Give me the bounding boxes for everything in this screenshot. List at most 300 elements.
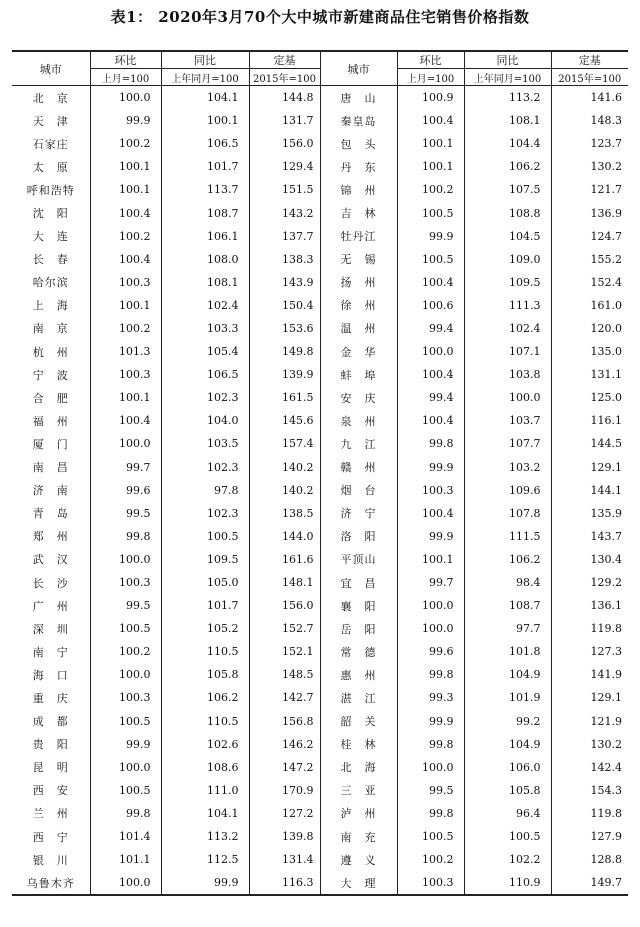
table-row (12, 155, 628, 178)
left-base-value: 144.8 (249, 86, 320, 110)
table-row (12, 317, 628, 340)
left-base-value: 140.2 (249, 479, 320, 502)
left-yoy-value: 109.5 (161, 548, 249, 571)
left-mom-value: 100.0 (90, 871, 161, 895)
left-yoy-value: 102.3 (161, 456, 249, 479)
left-base-value: 145.6 (249, 409, 320, 432)
table-title: 表1： 2020年3月70个大中城市新建商品住宅销售价格指数 (110, 8, 530, 26)
right-base-value: 121.7 (551, 178, 628, 201)
table-row (12, 109, 628, 132)
right-yoy-value: 102.4 (464, 317, 551, 340)
right-mom-value: 100.3 (397, 871, 464, 895)
left-base-value: 143.2 (249, 201, 320, 224)
table-row (12, 617, 628, 640)
header-yoy-left: 同比 (161, 51, 249, 69)
right-yoy-value: 98.4 (464, 571, 551, 594)
left-mom-value: 99.9 (90, 733, 161, 756)
right-mom-value: 99.8 (397, 733, 464, 756)
left-city-name: 哈尔滨 (32, 276, 69, 290)
left-base-value: 142.7 (249, 686, 320, 709)
left-city-name: 厦 门 (32, 437, 69, 451)
right-base-value: 155.2 (551, 248, 628, 271)
right-mom-value: 100.2 (397, 848, 464, 871)
left-mom-value: 101.1 (90, 848, 161, 871)
left-mom-value: 99.5 (90, 502, 161, 525)
left-base-value: 137.7 (249, 225, 320, 248)
right-base-value: 130.2 (551, 733, 628, 756)
right-yoy-value: 100.0 (464, 386, 551, 409)
table-row (12, 409, 628, 432)
left-base-value: 144.0 (249, 525, 320, 548)
left-mom-value: 99.8 (90, 802, 161, 825)
left-yoy-value: 104.1 (161, 802, 249, 825)
right-city-name: 三 亚 (320, 779, 397, 802)
right-city-name: 包 头 (320, 132, 397, 155)
left-yoy-value: 105.0 (161, 571, 249, 594)
left-base-value: 170.9 (249, 779, 320, 802)
right-yoy-value: 107.7 (464, 432, 551, 455)
left-city-name: 石家庄 (32, 137, 69, 151)
left-base-value: 149.8 (249, 340, 320, 363)
left-city-name: 西 安 (32, 784, 69, 798)
right-mom-value: 100.0 (397, 756, 464, 779)
right-mom-value: 99.4 (397, 386, 464, 409)
right-city-name: 常 德 (320, 640, 397, 663)
left-yoy-value: 100.5 (161, 525, 249, 548)
right-city-name: 洛 阳 (320, 525, 397, 548)
left-mom-value: 100.1 (90, 294, 161, 317)
right-mom-value: 100.0 (397, 340, 464, 363)
right-base-value: 149.7 (551, 871, 628, 895)
right-mom-value: 100.1 (397, 132, 464, 155)
left-mom-value: 99.6 (90, 479, 161, 502)
left-mom-value: 100.3 (90, 271, 161, 294)
table-row (12, 710, 628, 733)
left-yoy-value: 105.2 (161, 617, 249, 640)
right-city-name: 大 理 (320, 871, 397, 895)
right-mom-value: 100.4 (397, 409, 464, 432)
header-base-left: 定基 (249, 51, 320, 69)
right-city-name: 宜 昌 (320, 571, 397, 594)
table-row (12, 756, 628, 779)
right-city-name: 蚌 埠 (320, 363, 397, 386)
right-yoy-value: 101.8 (464, 640, 551, 663)
right-city-name: 无 锡 (320, 248, 397, 271)
header-mom-right: 环比 (397, 51, 464, 69)
right-city-name: 惠 州 (320, 663, 397, 686)
left-base-value: 140.2 (249, 456, 320, 479)
right-base-value: 127.9 (551, 825, 628, 848)
right-base-value: 120.0 (551, 317, 628, 340)
right-mom-value: 99.9 (397, 456, 464, 479)
left-city-name: 成 都 (32, 715, 69, 729)
right-base-value: 121.9 (551, 710, 628, 733)
table-row (12, 848, 628, 871)
left-mom-value: 99.8 (90, 525, 161, 548)
left-city-name: 兰 州 (32, 807, 69, 821)
left-mom-value: 101.4 (90, 825, 161, 848)
right-base-value: 136.1 (551, 594, 628, 617)
left-yoy-value: 100.1 (161, 109, 249, 132)
right-mom-value: 99.9 (397, 525, 464, 548)
right-mom-value: 100.5 (397, 825, 464, 848)
right-yoy-value: 107.8 (464, 502, 551, 525)
left-mom-value: 100.0 (90, 756, 161, 779)
table-row (12, 340, 628, 363)
right-base-value: 154.3 (551, 779, 628, 802)
left-yoy-value: 106.1 (161, 225, 249, 248)
left-yoy-value: 101.7 (161, 594, 249, 617)
left-mom-value: 100.0 (90, 663, 161, 686)
left-yoy-value: 110.5 (161, 710, 249, 733)
right-yoy-value: 113.2 (464, 86, 551, 110)
left-city-name: 济 南 (32, 484, 69, 498)
left-base-value: 139.9 (249, 363, 320, 386)
left-mom-value: 100.5 (90, 710, 161, 733)
right-base-value: 123.7 (551, 132, 628, 155)
right-mom-value: 99.8 (397, 802, 464, 825)
right-mom-value: 100.9 (397, 86, 464, 110)
left-base-value: 157.4 (249, 432, 320, 455)
right-mom-value: 99.8 (397, 432, 464, 455)
left-city-name: 南 昌 (32, 461, 69, 475)
left-yoy-value: 108.0 (161, 248, 249, 271)
table-row (12, 479, 628, 502)
left-city-name: 西 宁 (32, 830, 69, 844)
left-base-value: 131.7 (249, 109, 320, 132)
right-yoy-value: 109.0 (464, 248, 551, 271)
left-yoy-value: 110.5 (161, 640, 249, 663)
right-yoy-value: 103.2 (464, 456, 551, 479)
table-row (12, 733, 628, 756)
left-mom-value: 99.7 (90, 456, 161, 479)
left-mom-value: 100.1 (90, 155, 161, 178)
right-base-value: 127.3 (551, 640, 628, 663)
left-yoy-value: 108.1 (161, 271, 249, 294)
table-row (12, 225, 628, 248)
right-base-value: 135.9 (551, 502, 628, 525)
right-mom-value: 100.5 (397, 201, 464, 224)
left-yoy-value: 111.0 (161, 779, 249, 802)
right-yoy-value: 109.5 (464, 271, 551, 294)
left-yoy-value: 103.3 (161, 317, 249, 340)
left-city-name: 上 海 (32, 299, 69, 313)
left-base-value: 131.4 (249, 848, 320, 871)
left-base-value: 156.0 (249, 132, 320, 155)
right-base-value: 142.4 (551, 756, 628, 779)
left-city-name: 广 州 (32, 599, 69, 613)
right-mom-value: 99.9 (397, 710, 464, 733)
table-row (12, 825, 628, 848)
right-yoy-value: 107.1 (464, 340, 551, 363)
right-city-name: 九 江 (320, 432, 397, 455)
table-row (12, 640, 628, 663)
left-yoy-value: 102.3 (161, 386, 249, 409)
right-yoy-value: 104.9 (464, 663, 551, 686)
right-city-name: 丹 东 (320, 155, 397, 178)
table-row (12, 132, 628, 155)
left-base-value: 153.6 (249, 317, 320, 340)
right-mom-value: 100.4 (397, 271, 464, 294)
right-yoy-value: 102.2 (464, 848, 551, 871)
right-base-value: 136.9 (551, 201, 628, 224)
right-yoy-value: 105.8 (464, 779, 551, 802)
left-mom-value: 100.0 (90, 432, 161, 455)
left-city-name: 北 京 (32, 91, 69, 105)
header-base-sub-right: 2015年=100 (551, 69, 628, 86)
left-yoy-value: 106.5 (161, 363, 249, 386)
right-mom-value: 100.4 (397, 109, 464, 132)
left-city-name: 沈 阳 (32, 207, 69, 221)
right-base-value: 129.1 (551, 456, 628, 479)
left-yoy-value: 113.2 (161, 825, 249, 848)
right-base-value: 135.0 (551, 340, 628, 363)
right-yoy-value: 110.9 (464, 871, 551, 895)
left-base-value: 152.7 (249, 617, 320, 640)
right-mom-value: 99.8 (397, 663, 464, 686)
table-row (12, 271, 628, 294)
header-mom-sub-right: 上月=100 (397, 69, 464, 86)
table-row (12, 594, 628, 617)
header-base-right: 定基 (551, 51, 628, 69)
left-city-name: 银 川 (32, 853, 69, 867)
right-mom-value: 100.4 (397, 502, 464, 525)
right-city-name: 秦皇岛 (320, 109, 397, 132)
right-city-name: 湛 江 (320, 686, 397, 709)
right-mom-value: 99.6 (397, 640, 464, 663)
table-row (12, 548, 628, 571)
left-base-value: 138.5 (249, 502, 320, 525)
left-base-value: 138.3 (249, 248, 320, 271)
left-city-name: 昆 明 (32, 761, 69, 775)
header-base-sub-left: 2015年=100 (249, 69, 320, 86)
right-city-name: 烟 台 (320, 479, 397, 502)
left-mom-value: 100.5 (90, 779, 161, 802)
left-city-name: 大 连 (32, 230, 69, 244)
right-yoy-value: 111.5 (464, 525, 551, 548)
right-city-name: 济 宁 (320, 502, 397, 525)
right-mom-value: 99.7 (397, 571, 464, 594)
left-yoy-value: 105.4 (161, 340, 249, 363)
left-yoy-value: 105.8 (161, 663, 249, 686)
left-city-name: 宁 波 (32, 368, 69, 382)
right-base-value: 130.2 (551, 155, 628, 178)
right-yoy-value: 108.8 (464, 201, 551, 224)
right-yoy-value: 104.9 (464, 733, 551, 756)
left-city-name: 太 原 (32, 160, 69, 174)
right-base-value: 148.3 (551, 109, 628, 132)
left-base-value: 156.0 (249, 594, 320, 617)
table-row (12, 686, 628, 709)
left-yoy-value: 97.8 (161, 479, 249, 502)
header-yoy-sub-left: 上年同月=100 (161, 69, 249, 86)
header-mom-sub-left: 上月=100 (90, 69, 161, 86)
left-yoy-value: 104.0 (161, 409, 249, 432)
left-yoy-value: 102.6 (161, 733, 249, 756)
right-base-value: 129.2 (551, 571, 628, 594)
right-yoy-value: 103.8 (464, 363, 551, 386)
table-row (12, 432, 628, 455)
right-city-name: 温 州 (320, 317, 397, 340)
left-base-value: 129.4 (249, 155, 320, 178)
right-base-value: 119.8 (551, 802, 628, 825)
right-city-name: 桂 林 (320, 733, 397, 756)
right-mom-value: 100.5 (397, 248, 464, 271)
right-city-name: 岳 阳 (320, 617, 397, 640)
right-yoy-value: 104.4 (464, 132, 551, 155)
right-yoy-value: 103.7 (464, 409, 551, 432)
left-base-value: 147.2 (249, 756, 320, 779)
right-mom-value: 99.3 (397, 686, 464, 709)
left-base-value: 139.8 (249, 825, 320, 848)
right-city-name: 金 华 (320, 340, 397, 363)
left-yoy-value: 103.5 (161, 432, 249, 455)
table-row (12, 525, 628, 548)
right-base-value: 130.4 (551, 548, 628, 571)
table-row (12, 201, 628, 224)
left-yoy-value: 108.6 (161, 756, 249, 779)
right-city-name: 遵 义 (320, 848, 397, 871)
right-base-value: 161.0 (551, 294, 628, 317)
table-body (12, 86, 628, 896)
left-mom-value: 100.3 (90, 363, 161, 386)
right-yoy-value: 108.1 (464, 109, 551, 132)
left-mom-value: 100.4 (90, 248, 161, 271)
left-city-name: 合 肥 (32, 391, 69, 405)
left-city-name: 贵 阳 (32, 738, 69, 752)
table-row (12, 663, 628, 686)
table-row (12, 802, 628, 825)
left-mom-value: 100.4 (90, 409, 161, 432)
left-mom-value: 100.5 (90, 617, 161, 640)
right-city-name: 泉 州 (320, 409, 397, 432)
right-base-value: 141.9 (551, 663, 628, 686)
table-row (12, 86, 628, 110)
right-city-name: 吉 林 (320, 201, 397, 224)
left-mom-value: 100.2 (90, 640, 161, 663)
left-mom-value: 99.5 (90, 594, 161, 617)
right-base-value: 141.6 (551, 86, 628, 110)
left-city-name: 杭 州 (32, 345, 69, 359)
right-city-name: 扬 州 (320, 271, 397, 294)
left-yoy-value: 99.9 (161, 871, 249, 895)
right-mom-value: 100.1 (397, 548, 464, 571)
header-city-right: 城市 (320, 51, 397, 86)
right-base-value: 144.5 (551, 432, 628, 455)
right-mom-value: 100.1 (397, 155, 464, 178)
left-yoy-value: 113.7 (161, 178, 249, 201)
right-base-value: 152.4 (551, 271, 628, 294)
right-mom-value: 99.9 (397, 225, 464, 248)
table-row (12, 779, 628, 802)
left-city-name: 长 沙 (32, 576, 69, 590)
left-base-value: 152.1 (249, 640, 320, 663)
left-mom-value: 100.1 (90, 386, 161, 409)
right-yoy-value: 106.0 (464, 756, 551, 779)
left-base-value: 150.4 (249, 294, 320, 317)
right-base-value: 125.0 (551, 386, 628, 409)
right-mom-value: 100.0 (397, 594, 464, 617)
right-mom-value: 100.3 (397, 479, 464, 502)
right-base-value: 128.8 (551, 848, 628, 871)
left-base-value: 127.2 (249, 802, 320, 825)
left-base-value: 161.5 (249, 386, 320, 409)
right-base-value: 119.8 (551, 617, 628, 640)
left-city-name: 武 汉 (32, 553, 69, 567)
table-row (12, 248, 628, 271)
table-header (12, 51, 628, 86)
right-base-value: 131.1 (551, 363, 628, 386)
left-mom-value: 100.2 (90, 132, 161, 155)
left-city-name: 天 津 (32, 114, 69, 128)
left-city-name: 福 州 (32, 414, 69, 428)
table-row (12, 386, 628, 409)
right-yoy-value: 106.2 (464, 155, 551, 178)
left-mom-value: 101.3 (90, 340, 161, 363)
left-yoy-value: 102.3 (161, 502, 249, 525)
table-row (12, 456, 628, 479)
right-yoy-value: 111.3 (464, 294, 551, 317)
right-base-value: 129.1 (551, 686, 628, 709)
left-yoy-value: 108.7 (161, 201, 249, 224)
left-city-name: 南 宁 (32, 645, 69, 659)
table-row (12, 178, 628, 201)
right-city-name: 平顶山 (320, 548, 397, 571)
header-mom-left: 环比 (90, 51, 161, 69)
left-base-value: 148.1 (249, 571, 320, 594)
right-yoy-value: 107.5 (464, 178, 551, 201)
header-yoy-sub-right: 上年同月=100 (464, 69, 551, 86)
left-city-name: 重 庆 (32, 691, 69, 705)
right-yoy-value: 101.9 (464, 686, 551, 709)
left-base-value: 116.3 (249, 871, 320, 895)
left-city-name: 海 口 (32, 668, 69, 682)
left-base-value: 161.6 (249, 548, 320, 571)
right-city-name: 北 海 (320, 756, 397, 779)
right-yoy-value: 99.2 (464, 710, 551, 733)
right-city-name: 襄 阳 (320, 594, 397, 617)
left-base-value: 143.9 (249, 271, 320, 294)
left-base-value: 146.2 (249, 733, 320, 756)
right-city-name: 唐 山 (320, 86, 397, 110)
left-mom-value: 100.4 (90, 201, 161, 224)
right-city-name: 韶 关 (320, 710, 397, 733)
right-city-name: 南 充 (320, 825, 397, 848)
left-city-name: 深 圳 (32, 622, 69, 636)
right-mom-value: 99.4 (397, 317, 464, 340)
right-city-name: 锦 州 (320, 178, 397, 201)
left-yoy-value: 106.5 (161, 132, 249, 155)
table-row (12, 363, 628, 386)
right-city-name: 赣 州 (320, 456, 397, 479)
right-yoy-value: 109.6 (464, 479, 551, 502)
header-city-left: 城市 (12, 51, 90, 86)
left-yoy-value: 112.5 (161, 848, 249, 871)
left-mom-value: 100.3 (90, 686, 161, 709)
right-base-value: 116.1 (551, 409, 628, 432)
left-city-name: 呼和浩特 (26, 183, 75, 197)
left-yoy-value: 101.7 (161, 155, 249, 178)
left-city-name: 长 春 (32, 253, 69, 267)
left-base-value: 156.8 (249, 710, 320, 733)
left-yoy-value: 102.4 (161, 294, 249, 317)
left-mom-value: 100.2 (90, 225, 161, 248)
right-base-value: 144.1 (551, 479, 628, 502)
left-mom-value: 100.1 (90, 178, 161, 201)
header-yoy-right: 同比 (464, 51, 551, 69)
right-mom-value: 100.0 (397, 617, 464, 640)
left-yoy-value: 106.2 (161, 686, 249, 709)
